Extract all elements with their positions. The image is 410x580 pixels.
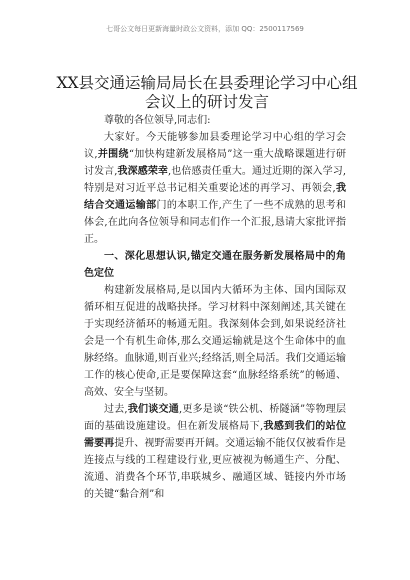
paragraph-intro xyxy=(84,129,346,248)
bold-run: 我结合交通运输部 xyxy=(84,183,346,211)
header-note: 七哥公文每日更新海量时政公文资料，添加 QQ：2500117569 xyxy=(106,25,304,33)
bold-run: 我们谈交通 xyxy=(127,404,179,415)
text-run: ,更多是谈“铁公机、桥隧涵”等物理层面的基础设施建设。但在新发展格局下, xyxy=(84,404,347,432)
text-run: “加快构建新发展格局”这一重大战略课题进行研讨发言, xyxy=(84,149,346,177)
text-run: 提升、视野需要再开阔。交通运输不能仅仅被看作是连接点与线的工程建设行业,更应被视为畅通生产、分配、流通、消费各个环节,串联城乡、融通区域、链接内外市场的关键“黏合剂”和 xyxy=(84,438,347,500)
document-title: XX县交通运输局局长在县委理论学习中心组会议上的研讨发言 xyxy=(56,74,358,111)
text-run: ,也倍感责任重大。通过近期的深入学习,特别是对习近平总书记相关重要论述的再学习、再领会, xyxy=(84,166,346,194)
section-heading: 一、深化思想认识,锚定交通在服务新发展格局中的角色定位 xyxy=(84,251,346,279)
text-run: 门的本职工作,产生了一些不成熟的思考和体会,在此向各位领导和同志们作一个汇报,恳请大家批评指正。 xyxy=(84,200,346,245)
text-run: 大家好。今天能够参加县委理论学习中心组的学习会议, xyxy=(84,132,346,160)
document-body xyxy=(84,112,346,503)
paragraph-body xyxy=(84,401,346,503)
salutation: 尊敬的各位领导,同志们: xyxy=(104,115,211,126)
bold-run: 并围绕 xyxy=(97,149,129,160)
bold-run: 我深感荣幸 xyxy=(117,166,168,177)
text-run: 过去, xyxy=(104,404,128,415)
paragraph-body: 构建新发展格局,是以国内大循环为主体、国内国际双循环相互促进的战略抉择。学习材料中深刻阐述,其关键在于实现经济循环的畅通无阻。我深刻体会到,如果说经济社会是一个有机生命体,那么交通运输就是这个生命体中的血脉经络。血脉通,则百业兴;经络活,则全局活。我们交通运输工作的核心使命,正是要保障这套“血脉经络系统”的畅通、高效、安全与坚韧。 xyxy=(84,285,346,398)
bold-run: 我感到我们的站位需要再 xyxy=(84,421,346,449)
